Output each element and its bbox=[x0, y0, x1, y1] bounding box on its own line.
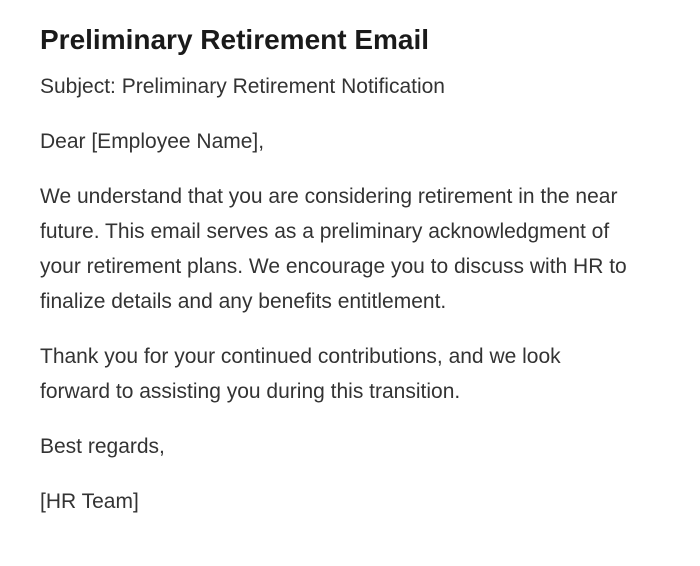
email-closing: Best regards, bbox=[40, 435, 165, 458]
page-title: Preliminary Retirement Email bbox=[40, 24, 430, 55]
email-subject-line: Subject: Preliminary Retirement Notification bbox=[40, 75, 445, 98]
email-salutation: Dear [Employee Name], bbox=[40, 130, 265, 153]
email-signature: [HR Team] bbox=[40, 490, 139, 513]
email-body-paragraph-2: Thank you for your continued contributions, and we look forward to assisting you during this transition. bbox=[40, 345, 561, 403]
email-body-paragraph-1: We understand that you are considering retirement in the near future. This email serves as a preliminary acknowledgment of your retirement plans. We encourage you to discuss with HR to finalize details and any benefits entitlement. bbox=[40, 185, 627, 313]
